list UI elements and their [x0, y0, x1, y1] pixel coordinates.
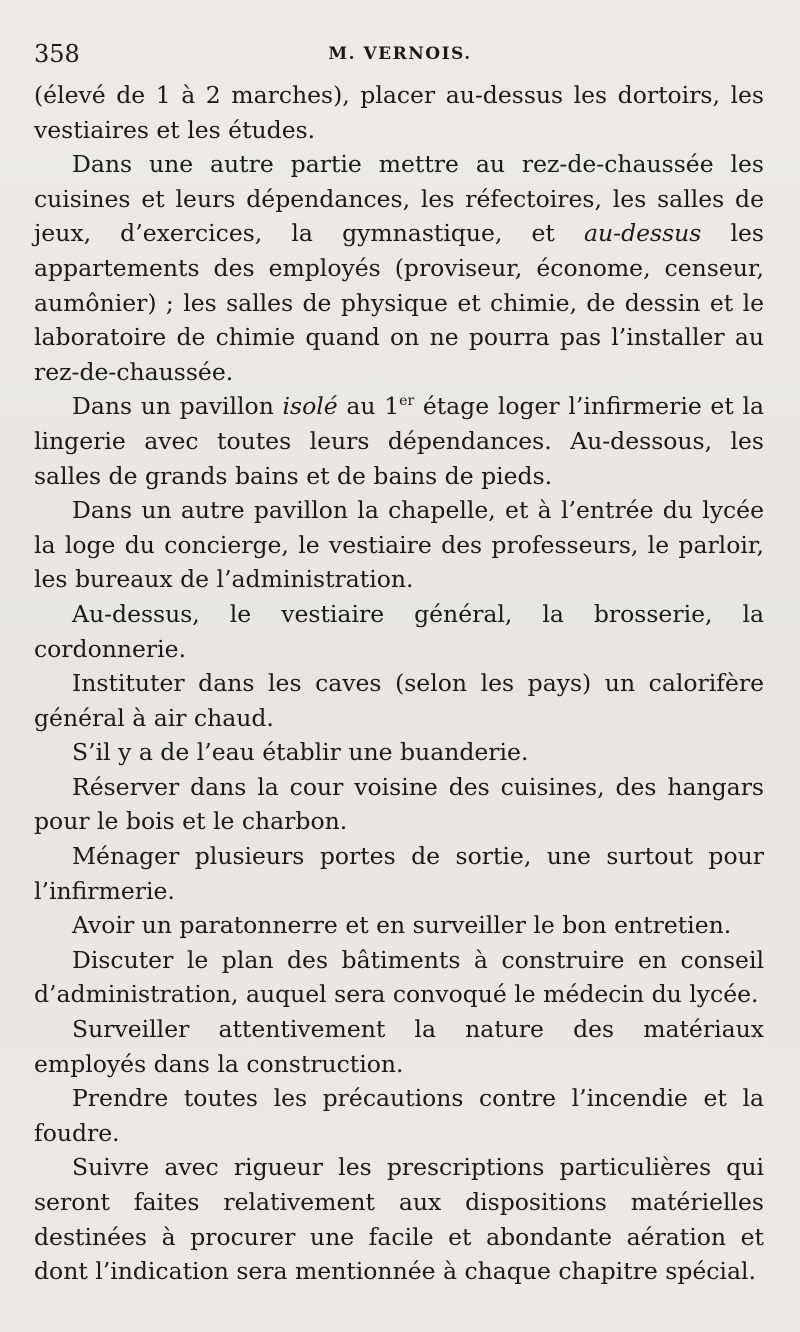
paragraph-12: Surveiller attentivement la nature des matériaux employés dans la construction. [34, 1015, 764, 1078]
running-head: M. VERNOIS. [328, 44, 472, 64]
paragraph-11: Discuter le plan des bâtiments à construire en conseil d’administration, auquel sera convoqué le médecin du lycée. [34, 945, 764, 1009]
body-text [34, 78, 764, 1289]
paragraph-9: Ménager plusieurs portes de sortie, une surtout pour l’infirmerie. [34, 842, 764, 905]
paragraph-5: Au-dessus, le vestiaire général, la brosserie, la cordonnerie. [34, 599, 764, 663]
paragraph-13: Prendre toutes les précautions contre l’incendie et la foudre. [34, 1084, 764, 1147]
italic-emphasis: isolé [282, 392, 338, 421]
paragraph-1: (élevé de 1 à 2 marches), placer au-dessus les dortoirs, les vestiaires et les études. [34, 81, 764, 144]
superscript: er [399, 393, 415, 410]
paragraph-4: Dans un autre pavillon la chapelle, et à l’entrée du lycée la loge du concierge, le vestiaire des professeurs, le parloir, les bureaux de l’administration. [34, 496, 764, 594]
paragraph-8: Réserver dans la cour voisine des cuisines, des hangars pour le bois et le charbon. [34, 772, 764, 836]
paragraph-7: S’il y a de l’eau établir une buanderie. [72, 738, 529, 767]
paragraph-10: Avoir un paratonnerre et en surveiller le bon entretien. [72, 911, 732, 940]
italic-emphasis: au-dessus [584, 219, 702, 248]
paragraph-3: Dans un pavillon isolé au 1er étage loger l’infirmerie et la lingerie avec toutes leurs dépendances. Au-dessous, les salles de grands bains et de bains de pieds. [34, 392, 764, 490]
paragraph-6: Instituter dans les caves (selon les pays) un calorifère général à air chaud. [34, 669, 764, 732]
paragraph-14: Suivre avec rigueur les prescriptions particulières qui seront faites relativement aux dispositions matérielles destinées à procurer une facile et abondante aération et dont l’indication sera mentionnée à chaque chapitre spécial. [34, 1153, 764, 1286]
paragraph-2: Dans une autre partie mettre au rez-de-chaussée les cuisines et leurs dépendances, les réfectoires, les salles de jeux, d’exercices, la gymnastique, et au-dessus les appartements des employés (proviseur, économe, censeur, aumônier) ; les salles de physique et chimie, de dessin et le laboratoire de chimie quand on ne pourra pas l’installer au rez-de-chaussée. [34, 150, 764, 386]
page-header [34, 34, 766, 74]
page-number: 358 [34, 40, 80, 68]
